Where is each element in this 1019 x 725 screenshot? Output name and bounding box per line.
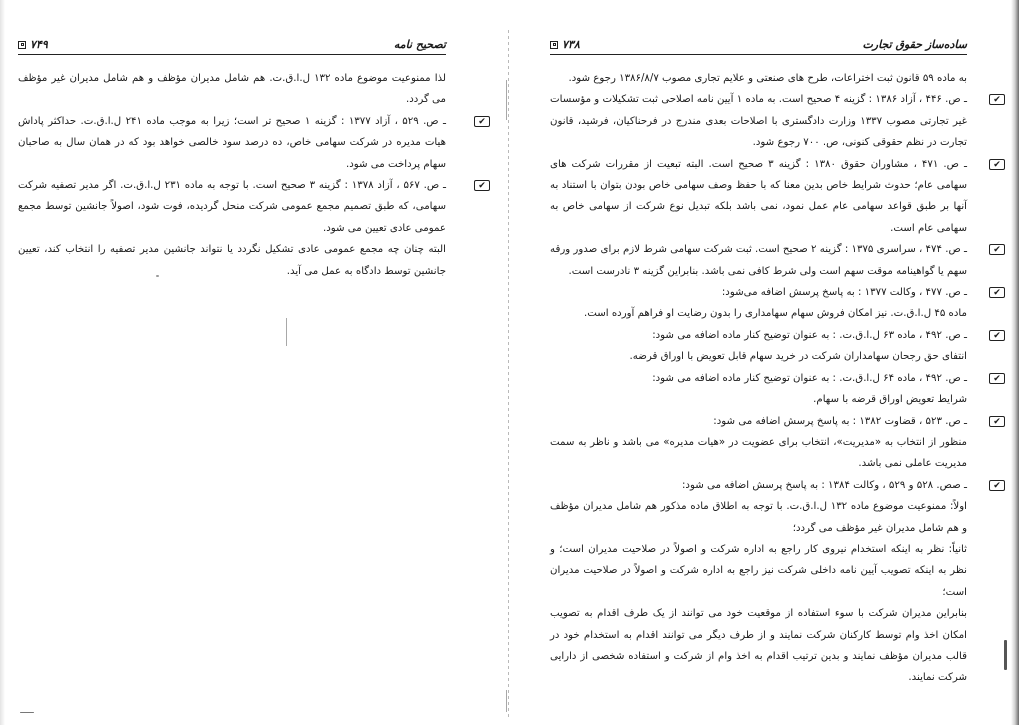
paragraph-text: ـ ص. ۴۷۷ ، وکالت ۱۳۷۷ : به پاسخ پرسش اضافه می‌شود: [721, 287, 967, 299]
checkmark-box-icon: ✔ [989, 373, 1005, 384]
checkmark-box-icon: ✔ [989, 94, 1005, 105]
scan-mark [506, 690, 507, 712]
text-paragraph [550, 475, 1001, 496]
text-paragraph [550, 539, 967, 603]
paragraph-text: ـ ص. ۴۹۲ ، ماده ۶۴ ل.ا.ق.ت. : به عنوان توضیح کنار ماده اضافه می شود: [652, 372, 967, 384]
paragraph-text: به ماده ۵۹ قانون ثبت اختراعات، طرح های صنعتی و علایم تجاری مصوب ۱۳۸۶/۸/۷ رجوع شود. [568, 73, 967, 84]
checkmark-box-icon: ✔ [989, 287, 1005, 298]
checkmark-box-icon: ✔ [989, 480, 1005, 491]
checkmark-box-icon: ✔ [989, 244, 1005, 255]
text-paragraph [550, 411, 1001, 432]
paragraph-text: ـ ص. ۴۹۲ ، ماده ۶۳ ل.ا.ق.ت. : به عنوان توضیح کنار ماده اضافه می شود: [652, 329, 967, 341]
text-paragraph [550, 346, 967, 367]
text-paragraph [550, 89, 1001, 153]
left-page-body [18, 68, 486, 282]
right-page-header [550, 38, 967, 55]
scan-mark [1004, 640, 1007, 670]
checkmark-box-icon: ✔ [989, 159, 1005, 170]
text-paragraph [550, 303, 967, 324]
text-paragraph [550, 432, 967, 475]
text-paragraph [18, 175, 486, 239]
text-paragraph [18, 239, 446, 282]
text-paragraph [550, 389, 967, 410]
right-page-body [550, 68, 1001, 689]
paragraph-text: ماده ۴۵ ل.ا.ق.ت. نیز امکان فروش سهام سهامداری را بدون رضایت او فراهم آورده است. [583, 308, 967, 320]
paragraph-text: البته چنان چه مجمع عمومی عادی تشکیل نگردد یا نتواند جانشین مدیر تصفیه را انتخاب کند، تعیین جانشین توسط دادگاه به عمل می آید. [18, 244, 446, 277]
text-paragraph [550, 282, 1001, 303]
scan-mark [156, 275, 159, 277]
text-paragraph [550, 603, 967, 689]
text-paragraph [550, 368, 1001, 389]
paragraph-text: بنابراین مدیران شرکت با سوء استفاده از موقعیت خود می توانند از یک طرف اقدام به تصویب امکان اخذ وام توسط کارکنان شرکت نمایند و از طرف دیگر می توانند اقدام به استخدام خود در قالب مدیران مؤظف نمایند و بدین ترتیب اقدام به اخذ وام از شرکت و استفاده شخصی از دارایی شرکت نمایند. [550, 608, 967, 684]
right-page-title: ساده‌ساز حقوق تجارت [862, 38, 967, 51]
text-paragraph [18, 111, 486, 175]
page-gutter [508, 30, 509, 720]
paragraph-text: اولاً: ممنوعیت موضوع ماده ۱۳۲ ل.ا.ق.ت. با توجه به اطلاق ماده مذکور هم شامل مدیران مؤظف و هم شامل مدیران غیر مؤظف می گردد؛ [550, 501, 967, 534]
checkmark-box-icon: ✔ [474, 116, 490, 127]
square-ornament-icon [18, 41, 26, 49]
paragraph-text: ـ ص. ۴۷۱ ، مشاوران حقوق ۱۳۸۰ : گزینه ۳ صحیح است. البته تبعیت از مقررات شرکت های سهامی عام؛ حدوث شرایط خاص بدین معنا که با حفظ وصف سهامی خاص بودن بتوان با استناد به آنها بر طبق قواعد سهامی عام عمل نمود، نمی باشد بلکه تبدیل نوع شرکت از سهامی خاص به سهامی عام است. [550, 158, 967, 234]
paragraph-text: شرایط تعویض اوراق قرضه با سهام. [813, 394, 967, 406]
paragraph-text: ثانیاً: نظر به اینکه استخدام نیروی کار راجع به اداره شرکت و اصولاً در صلاحیت مدیران است؛ و نظر به اینکه تصویب آیین نامه داخلی شرکت نیز راجع به اداره شرکت و اصولاً در صلاحیت مدیران است؛ [550, 543, 967, 598]
left-page-title: تصحیح نامه [393, 38, 446, 51]
paragraph-text: ـ ص. ۴۷۴ ، سراسری ۱۳۷۵ : گزینه ۲ صحیح است. ثبت شرکت سهامی شرط لازم برای صدور ورقه سهم یا گواهینامه موقت سهم است ولی شرط کافی نمی باشد. بنابراین گزینه ۳ نادرست است. [550, 244, 967, 277]
scan-mark [506, 80, 507, 120]
left-page-number: ۷۴۹ [30, 38, 48, 51]
text-paragraph [550, 68, 967, 89]
left-page-header [18, 38, 446, 55]
left-page [0, 0, 508, 725]
paragraph-text: لذا ممنوعیت موضوع ماده ۱۳۲ ل.ا.ق.ت. هم شامل مدیران مؤظف و هم شامل مدیران غیر مؤظف می گردد. [18, 73, 446, 106]
paragraph-text: ـ ص. ۵۲۹ ، آزاد ۱۳۷۷ : گزینه ۱ صحیح تر است؛ زیرا به موجب ماده ۲۴۱ ل.ا.ق.ت. حداکثر پاداش هیات مدیره در شرکت سهامی خاص، ده درصد سود خالصی خواهد بود که در همان سال به صاحبان سهام پرداخت می شود. [18, 115, 446, 170]
paragraph-text: ـ ص. ۵۶۷ ، آزاد ۱۳۷۸ : گزینه ۳ صحیح است. با توجه به ماده ۲۳۱ ل.ا.ق.ت. اگر مدیر تصفیه شرکت سهامی، که طبق تصمیم مجمع عمومی شرکت منحل گردیده، فوت شود، اصولاً جانشین توسط مجمع عمومی عادی تعیین می شود. [18, 180, 446, 234]
scan-mark [20, 712, 34, 713]
right-page-number: ۷۳۸ [562, 38, 580, 51]
right-page [512, 0, 1019, 725]
text-paragraph [18, 68, 446, 111]
paragraph-text: ـ ص. ۵۲۳ ، قضاوت ۱۳۸۲ : به پاسخ پرسش اضافه می شود: [713, 415, 967, 427]
square-ornament-icon [550, 41, 558, 49]
checkmark-box-icon: ✔ [989, 330, 1005, 341]
paragraph-text: منظور از انتخاب به «مدیریت»، انتخاب برای عضویت در «هیات مدیره» می باشد و ناظر به سمت مدیریت عاملی نمی باشد. [550, 436, 967, 470]
page-edge-right [1011, 0, 1019, 725]
paragraph-text: انتفای حق رجحان سهامداران شرکت در خرید سهام قابل تعویض با اوراق قرضه. [629, 351, 967, 363]
left-page-number-group [18, 38, 48, 51]
scan-mark [286, 318, 287, 346]
text-paragraph [550, 239, 1001, 282]
checkmark-box-icon: ✔ [989, 416, 1005, 427]
text-paragraph [550, 496, 967, 539]
text-paragraph [550, 154, 1001, 240]
right-page-number-group [550, 38, 580, 51]
paragraph-text: ـ صص. ۵۲۸ و ۵۲۹ ، وکالت ۱۳۸۴ : به پاسخ پرسش اضافه می شود: [681, 479, 967, 491]
checkmark-box-icon: ✔ [474, 180, 490, 191]
paragraph-text: ـ ص. ۴۴۶ ، آزاد ۱۳۸۶ : گزینه ۴ صحیح است. به ماده ۱ آیین نامه اصلاحی ثبت تشکیلات و مؤسسات غیر تجارتی مصوب ۱۳۳۷ وزارت دادگستری با اصلاحات بعدی مندرج در فرحناکیان، فرشید، قانون تجارت در نظم حقوقی کنونی، ص. ۷۰۰ رجوع شود. [550, 94, 967, 149]
text-paragraph [550, 325, 1001, 346]
